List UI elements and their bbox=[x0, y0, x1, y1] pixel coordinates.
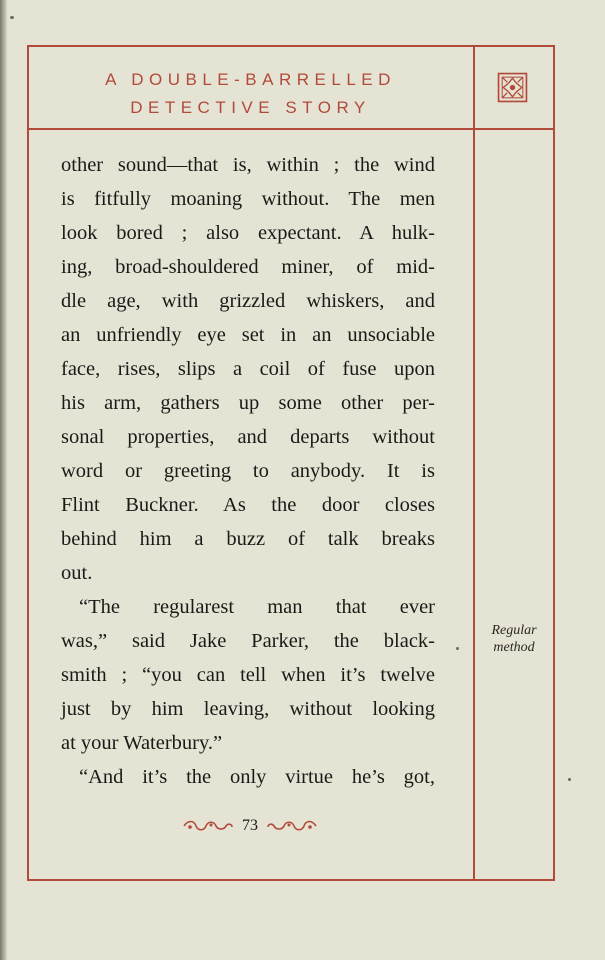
header-ornament-icon bbox=[497, 72, 528, 103]
text-line: out. bbox=[61, 562, 93, 584]
margin-note-line-1: Regular bbox=[491, 623, 537, 638]
margin-note bbox=[476, 622, 552, 656]
text-line: is fitfully moaning without. The men bbox=[61, 188, 435, 210]
text-line: face, rises, slips a coil of fuse upon bbox=[61, 358, 435, 380]
paper-speck bbox=[568, 778, 571, 781]
margin-column-divider bbox=[473, 45, 475, 881]
margin-note-line-2: method bbox=[493, 640, 535, 655]
page-number: 73 bbox=[242, 817, 258, 834]
text-line: Flint Buckner. As the door closes bbox=[61, 494, 435, 516]
text-line: other sound—that is, within ; the wind bbox=[61, 154, 435, 176]
paper-speck bbox=[456, 647, 459, 650]
text-line: word or greeting to anybody. It is bbox=[61, 460, 435, 482]
header-divider bbox=[27, 128, 555, 130]
text-line: “The regularest man that ever bbox=[79, 596, 435, 618]
paper-speck bbox=[10, 16, 14, 19]
text-line: smith ; “you can tell when it’s twelve bbox=[61, 664, 435, 686]
running-header-line-2: DETECTIVE STORY bbox=[130, 98, 371, 117]
text-line: behind him a buzz of talk breaks bbox=[61, 528, 435, 550]
right-scroll-ornament-icon bbox=[266, 819, 318, 833]
running-header bbox=[30, 66, 471, 122]
text-line: sonal properties, and departs without bbox=[61, 426, 435, 448]
text-line: an unfriendly eye set in an unsociable bbox=[61, 324, 435, 346]
body-text bbox=[61, 148, 435, 794]
page-edge-shadow bbox=[0, 0, 7, 960]
text-line: just by him leaving, without looking bbox=[61, 698, 435, 720]
text-line: “And it’s the only virtue he’s got, bbox=[79, 766, 435, 788]
text-line: at your Waterbury.” bbox=[61, 732, 223, 754]
text-line: dle age, with grizzled whiskers, and bbox=[61, 290, 435, 312]
text-line: his arm, gathers up some other per- bbox=[61, 392, 435, 414]
running-header-line-1: A DOUBLE-BARRELLED bbox=[105, 70, 396, 89]
page-footer bbox=[175, 815, 325, 837]
text-line: was,” said Jake Parker, the black- bbox=[61, 630, 435, 652]
text-line: ing, broad-shouldered miner, of mid- bbox=[61, 256, 435, 278]
text-line: look bored ; also expectant. A hulk- bbox=[61, 222, 435, 244]
left-scroll-ornament-icon bbox=[182, 819, 234, 833]
